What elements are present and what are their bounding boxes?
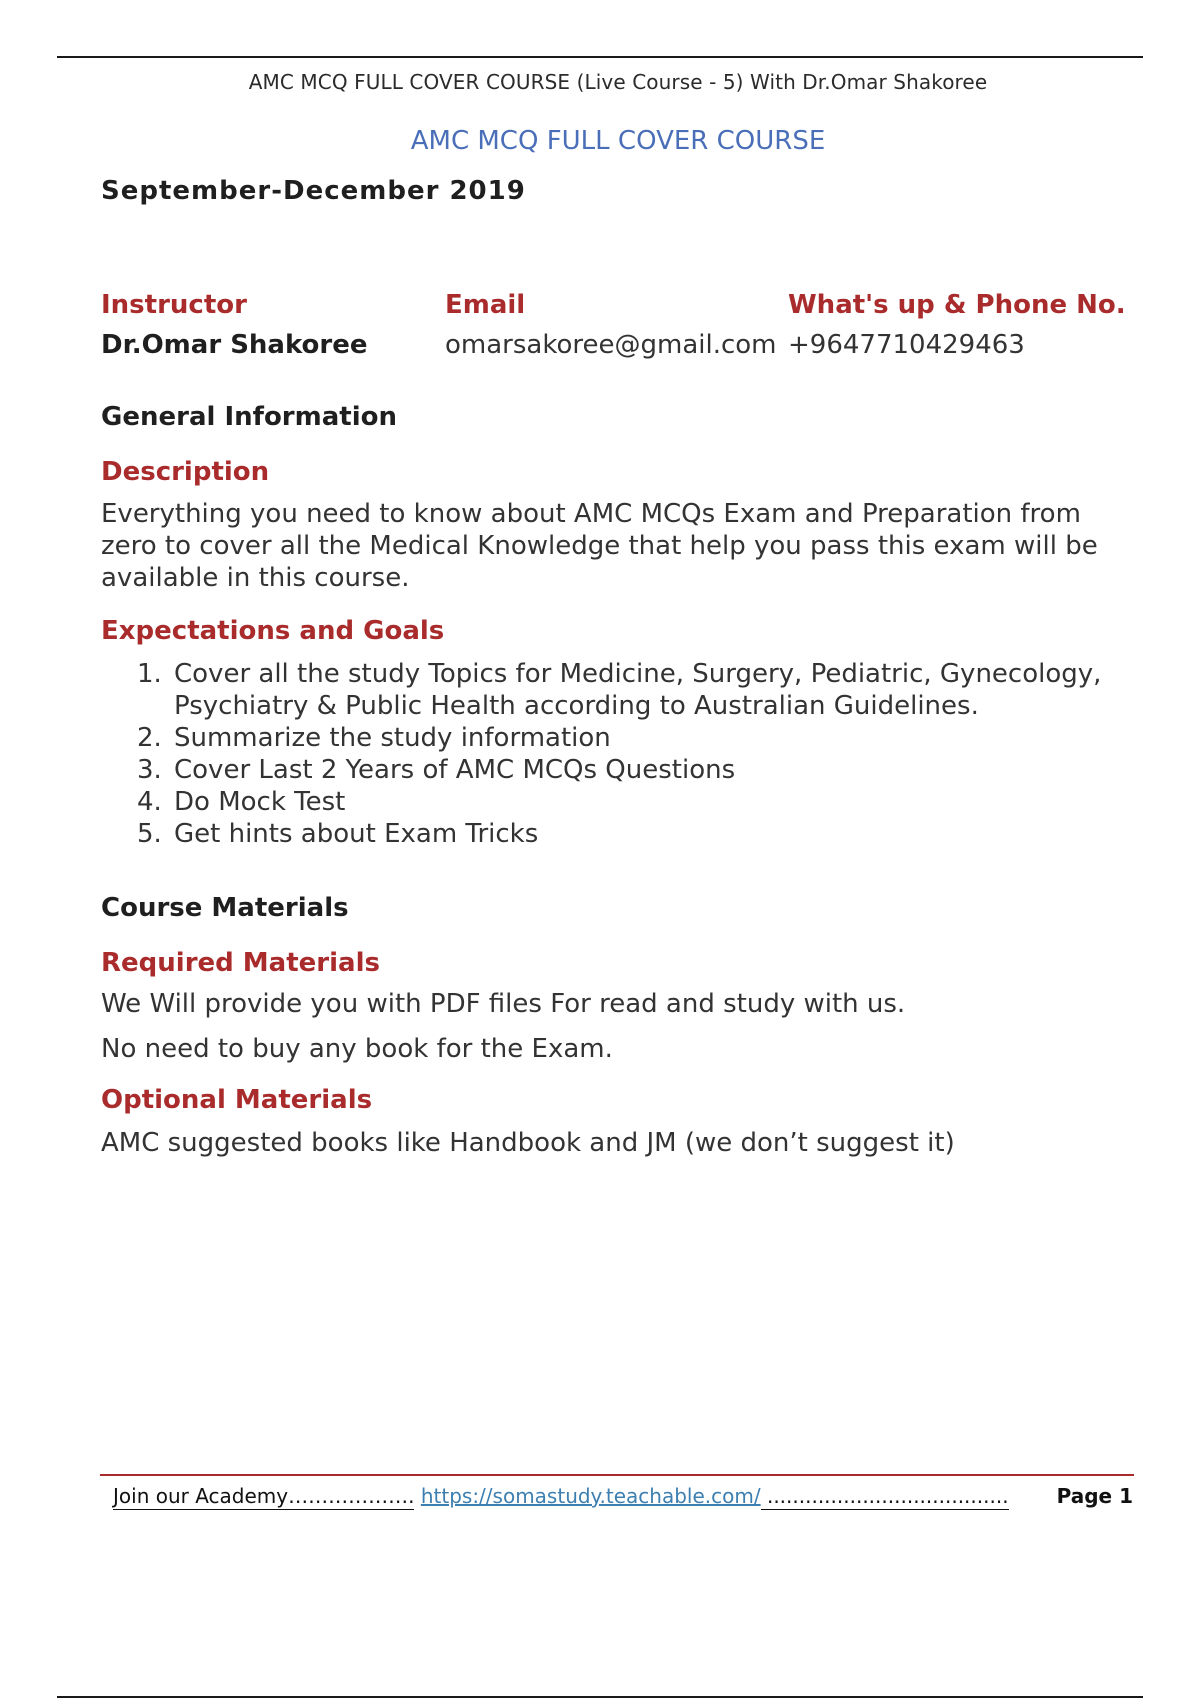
footer-rule [100,1474,1134,1476]
list-item [101,754,1131,786]
academy-link[interactable]: https://somastudy.teachable.com/ [420,1484,761,1508]
list-item [101,658,1131,722]
goals-heading: Expectations and Goals [101,616,445,646]
bottom-rule [57,1696,1143,1698]
list-item-number: 5. [137,819,162,849]
instructor-label: Instructor [101,290,247,320]
phone-number: +9647710429463 [788,330,1025,360]
phone-label: What's up & Phone No. [788,290,1126,320]
list-item [101,786,1131,818]
footer-dots-short: ………………. [288,1484,415,1508]
list-item [101,722,1131,754]
list-item-text: Summarize the study information [174,723,611,753]
description-heading: Description [101,457,270,487]
list-item [101,818,1131,850]
list-item-text: Cover all the study Topics for Medicine, Surgery, Pediatric, Gynecology, Psychiatry & Public Health according to Australian Guidelines. [174,659,1102,721]
footer-join-text [113,1484,414,1510]
header-rule [57,56,1143,58]
list-item-number: 2. [137,723,162,753]
page-footer [113,1484,1133,1508]
list-item-number: 3. [137,755,162,785]
list-item-text: Get hints about Exam Tricks [174,819,539,849]
list-item-text: Do Mock Test [174,787,346,817]
footer-join-label: Join our Academy [113,1484,289,1508]
list-item-number: 4. [137,787,162,817]
course-materials-heading: Course Materials [101,893,349,923]
optional-materials-heading: Optional Materials [101,1085,373,1115]
email-address: omarsakoree@gmail.com [445,330,777,360]
required-materials-heading: Required Materials [101,948,380,978]
optional-materials-text: AMC suggested books like Handbook and JM (we don’t suggest it) [101,1128,955,1158]
footer-dots-long: ...................................... [760,1484,1009,1508]
description-text: Everything you need to know about AMC MCQs Exam and Preparation from zero to cover all the Medical Knowledge that help you pass this exam will be available in this course. [101,499,1098,593]
required-materials-line-2: No need to buy any book for the Exam. [101,1034,613,1064]
running-header: AMC MCQ FULL COVER COURSE (Live Course - 5) With Dr.Omar Shakoree [248,70,988,94]
email-label: Email [445,290,526,320]
document-title: AMC MCQ FULL COVER COURSE [410,126,826,156]
list-item-text: Cover Last 2 Years of AMC MCQs Questions [174,755,736,785]
instructor-name: Dr.Omar Shakoree [101,330,368,360]
course-dates: September-December 2019 [101,176,526,206]
page-number: Page 1 [1056,1484,1133,1508]
list-item-number: 1. [137,659,162,689]
required-materials-line-1: We Will provide you with PDF files For read and study with us. [101,989,906,1019]
goals-list [101,658,1131,850]
general-information-heading: General Information [101,402,397,432]
